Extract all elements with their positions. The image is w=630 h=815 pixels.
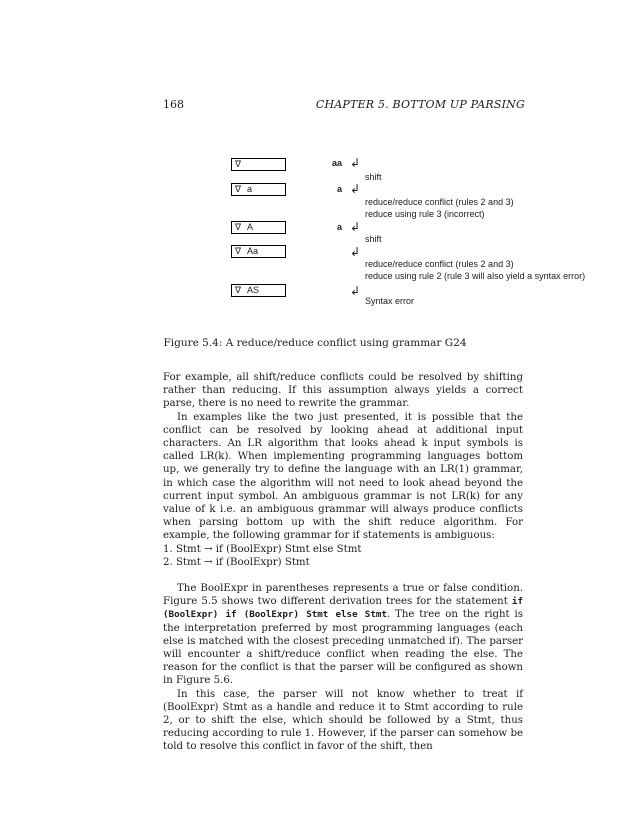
grammar-rule: 2. Stmt → if (BoolExpr) Stmt	[163, 556, 310, 568]
paragraph-text: . The tree on the right is the interpretation preferred by most programming languages (each else is matched with the closest preceding unmatched if). The parser will encounter a shift/reduce conflict when reading the else. The reason for the conflict is that the parser will be configured as shown in Figure 5.6.	[163, 609, 523, 687]
input-string: a	[336, 184, 342, 194]
paragraph: In this case, the parser will not know whether to treat if (BoolExpr) Stmt as a handle and reduce it to Stmt according to rule 2, or to shift the else, which should be followed by a Stmt, thus reducing according to rule 1. However, if the parser can somehow be told to resolve this conflict in favor of the shift, then	[163, 688, 523, 753]
paragraph-text: The BoolExpr in parentheses represents a true or false condition. Figure 5.5 shows two different derivation trees for the statement	[163, 583, 523, 608]
end-marker-icon: ↲	[350, 156, 361, 170]
page-number: 168	[163, 98, 184, 111]
stack-box	[231, 158, 286, 171]
stack-contents: AS	[247, 285, 260, 295]
end-marker-icon: ↲	[350, 220, 361, 234]
stack-contents: a	[247, 184, 253, 194]
figure-caption: Figure 5.4: A reduce/reduce conflict using grammar G24	[163, 337, 467, 349]
paragraph	[163, 582, 523, 688]
paragraph: In examples like the two just presented, it is possible that the conflict can be resolved by looking ahead at additional input characters. An LR algorithm that looks ahead k input symbols is called LR(k). When implementing programming languages bottom up, we generally try to define the language with an LR(1) grammar, in which case the algorithm will not need to look ahead beyond the current input symbol. An ambiguous grammar is not LR(k) for any value of k i.e. an ambiguous grammar will always produce conflicts when parsing bottom up with the shift reduce algorithm. For example, the following grammar for if statements is ambiguous:	[163, 411, 523, 542]
parse-action: Syntax error	[365, 296, 415, 306]
stack-bottom-symbol: ∇	[235, 246, 242, 256]
stack-box	[231, 221, 286, 234]
grammar-rule: 1. Stmt → if (BoolExpr) Stmt else Stmt	[163, 543, 362, 555]
stack-bottom-symbol: ∇	[235, 184, 242, 194]
stack-box	[231, 284, 286, 297]
parse-action: shift	[365, 234, 382, 244]
stack-box	[231, 183, 286, 196]
stack-bottom-symbol: ∇	[235, 159, 242, 169]
stack-contents: Aa	[247, 246, 259, 256]
stack-contents: A	[247, 222, 254, 232]
paragraph: For example, all shift/reduce conflicts could be resolved by shifting rather than reducing. If this assumption always yields a correct parse, there is no need to rewrite the grammar.	[163, 372, 523, 410]
code-statement: if (BoolExpr) if (BoolExpr) Stmt else Stmt	[163, 596, 523, 621]
end-marker-icon: ↲	[350, 245, 361, 259]
running-header: CHAPTER 5. BOTTOM UP PARSING	[315, 98, 525, 111]
parse-action: reduce/reduce conflict (rules 2 and 3)	[365, 259, 514, 269]
parse-action: reduce/reduce conflict (rules 2 and 3)	[365, 197, 514, 207]
stack-bottom-symbol: ∇	[235, 285, 242, 295]
input-string: a	[336, 222, 342, 232]
parse-action: reduce using rule 3 (incorrect)	[365, 209, 485, 219]
stack-bottom-symbol: ∇	[235, 222, 242, 232]
input-string: aa	[331, 158, 342, 168]
end-marker-icon: ↲	[350, 284, 361, 298]
stack-box	[231, 245, 286, 258]
parse-action: shift	[365, 172, 382, 182]
body-text	[163, 371, 523, 754]
parse-action: reduce using rule 2 (rule 3 will also yield a syntax error)	[365, 271, 586, 281]
end-marker-icon: ↲	[350, 182, 361, 196]
